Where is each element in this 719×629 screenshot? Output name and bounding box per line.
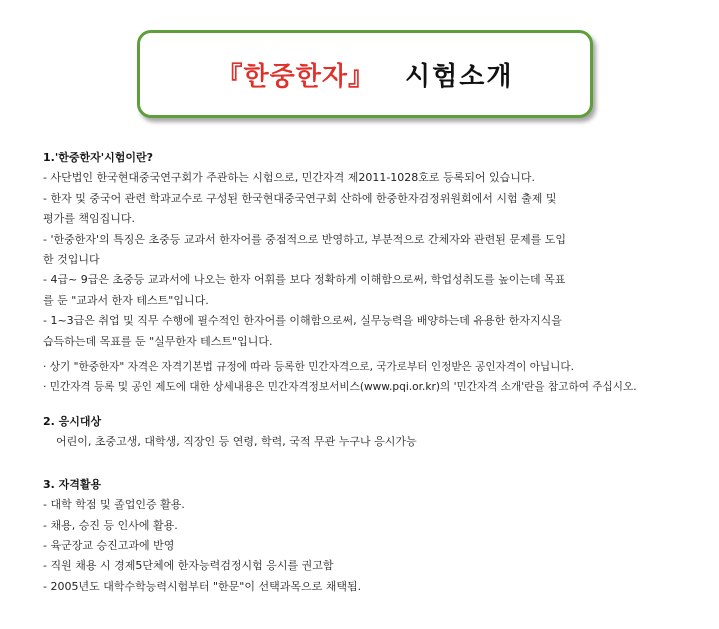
section-3-line: - 대학 학점 및 졸업인증 활용. <box>43 498 185 512</box>
section-1-line: 를 둔 "교과서 한자 테스트"입니다. <box>43 293 209 307</box>
section-1-line: 한 것입니다 <box>43 253 100 267</box>
section-1-heading: 1.'한중한자'시험이란? <box>43 151 153 164</box>
title-banner <box>137 30 593 118</box>
section-1-line: - 한자 및 중국어 관련 학과교수로 구성된 한국현대중국연구회 산하에 한중한자검정위원회에서 시험 출제 및 <box>43 191 557 205</box>
section-3-line: - 직원 채용 시 경제5단체에 한자능력검정시험 응시를 권고함 <box>43 559 334 573</box>
section-1-line: - '한중한자'의 특징은 초중등 교과서 한자어를 중점적으로 반영하고, 부분적으로 간체자와 관련된 문제를 도입 <box>43 232 567 246</box>
title-highlight: 『한중한자』 <box>216 61 375 92</box>
section-2-heading: 2. 응시대상 <box>43 414 102 428</box>
content-body <box>43 148 703 597</box>
notice-line: · 상기 "한중한자" 자격은 자격기본법 규정에 따라 등록한 민간자격으로, 국가로부터 인정받은 공인자격이 아닙니다. <box>43 361 574 374</box>
title-main: 시험소개 <box>405 61 514 92</box>
section-1-line: - 사단법인 한국현대중국연구회가 주관하는 시험으로, 민간자격 제2011-1028호로 등록되어 있습니다. <box>43 171 536 185</box>
section-3-line: - 육군장교 승진고과에 반영 <box>43 538 175 552</box>
section-3-line: - 2005년도 대학수학능력시험부터 "한문"이 선택과목으로 채택됨. <box>43 579 362 593</box>
section-3-heading: 3. 자격활용 <box>43 477 102 491</box>
section-1-line: 습득하는데 목표를 둔 "실무한자 테스트"입니다. <box>43 334 273 348</box>
section-2-text: 어린이, 초중고생, 대학생, 직장인 등 연령, 학력, 국적 무관 누구나 응시가능 <box>56 435 417 449</box>
section-1-line: - 1~3급은 취업 및 직무 수행에 필수적인 한자어를 이해함으로써, 실무능력을 배양하는데 유용한 한자지식을 <box>43 314 562 328</box>
section-1-line: 평가를 책임집니다. <box>43 212 136 226</box>
section-1-line: - 4급~ 9급은 초중등 교과서에 나오는 한자 어휘를 보다 정확하게 이해함으로써, 학업성취도를 높이는데 목표 <box>43 273 566 287</box>
notice-line: · 민간자격 등록 및 공인 제도에 대한 상세내용은 민간자격정보서비스(www.pqi.or.kr)의 '민간자격 소개'란을 참고하여 주십시오. <box>43 381 637 394</box>
section-3-line: - 채용, 승진 등 인사에 활용. <box>43 518 178 532</box>
